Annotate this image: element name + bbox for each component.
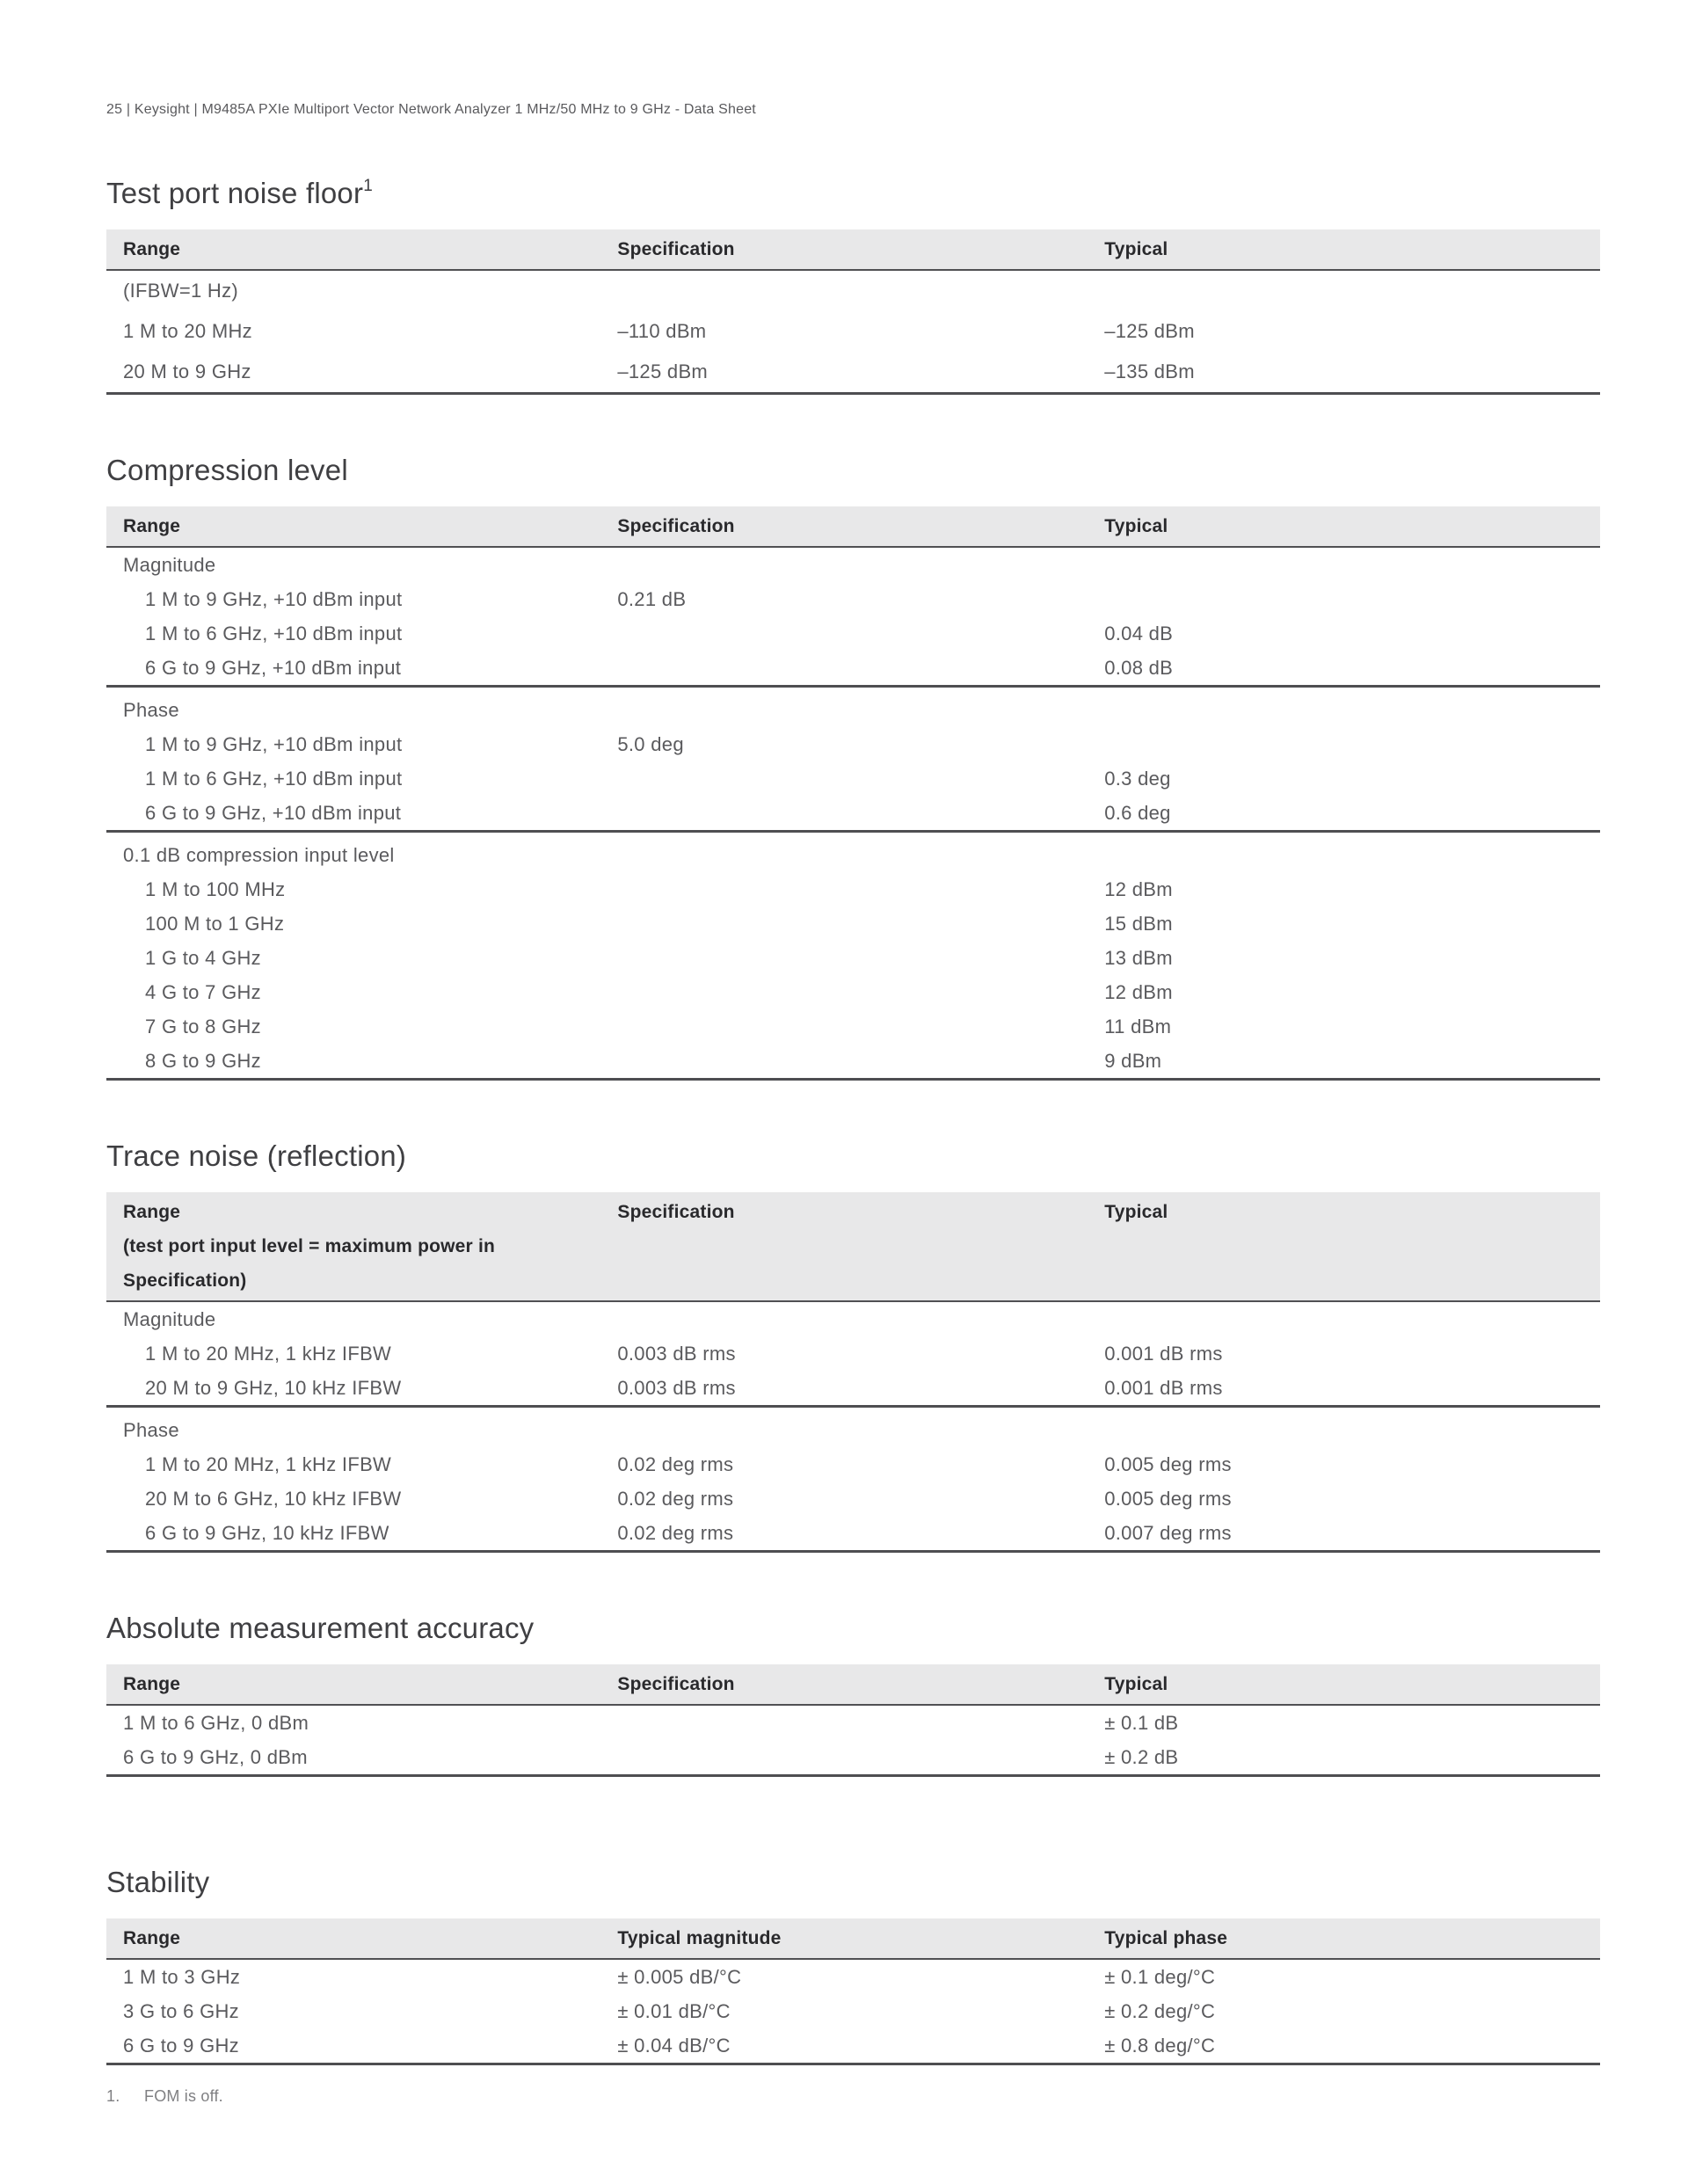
section-compression-level [106, 453, 1600, 1081]
cell-specification [600, 796, 1088, 830]
group-label-row [106, 693, 1600, 727]
group-label: 0.1 dB compression input level [123, 844, 395, 866]
cell-specification: –125 dBm [617, 360, 709, 382]
cell-typical: 0.04 dB [1104, 622, 1174, 644]
group-label: Phase [123, 699, 179, 721]
column-header-label: Specification [617, 1674, 735, 1694]
column-header [106, 506, 600, 546]
section-title [106, 1139, 1600, 1174]
column-header [106, 1192, 600, 1300]
table-row [106, 727, 1600, 761]
column-header-note: (test port input level = maximum power in Specification) [123, 1236, 496, 1291]
column-header [1088, 1192, 1600, 1300]
cell-specification [600, 1044, 1088, 1078]
cell-typical: 0.005 deg rms [1104, 1453, 1232, 1475]
group-label-row [106, 838, 1600, 872]
section-absolute-measurement-accuracy [106, 1611, 1600, 1777]
column-header-label: Typical phase [1104, 1928, 1228, 1948]
table-row [106, 582, 1600, 616]
table-group [106, 1706, 1600, 1774]
cell-specification: ± 0.005 dB/°C [617, 1966, 742, 1988]
table-row [106, 2028, 1600, 2063]
cell-specification [600, 761, 1088, 796]
cell-range: 100 M to 1 GHz [145, 913, 285, 935]
cell-range: 6 G to 9 GHz, +10 dBm input [145, 802, 402, 824]
section-title-text: Compression level [106, 454, 348, 486]
cell-typical: ± 0.2 dB [1104, 1746, 1179, 1768]
section-trace-noise-reflection [106, 1139, 1600, 1553]
section-title [106, 1611, 1600, 1646]
cell-specification: 0.21 dB [617, 588, 687, 610]
column-header [1088, 506, 1600, 546]
table-group [106, 1405, 1600, 1550]
cell-specification: –110 dBm [617, 320, 707, 342]
table-row [106, 1481, 1600, 1516]
cell-typical: 0.001 dB rms [1104, 1343, 1223, 1365]
table-group [106, 830, 1600, 1078]
column-header-label: Typical magnitude [617, 1928, 782, 1948]
column-header [600, 1664, 1088, 1704]
cell-specification [600, 906, 1088, 941]
column-header [600, 506, 1088, 546]
table-group [106, 548, 1600, 685]
table-row [106, 975, 1600, 1009]
table-row [106, 761, 1600, 796]
table-row [106, 1706, 1600, 1740]
cell-specification: 0.003 dB rms [617, 1343, 736, 1365]
table-row [106, 1009, 1600, 1044]
cell-range: 1 G to 4 GHz [145, 947, 261, 969]
group-label-row [106, 548, 1600, 582]
cell-typical: 0.005 deg rms [1104, 1488, 1232, 1510]
column-header-label: Specification [617, 1202, 735, 1222]
column-header [106, 1918, 600, 1958]
cell-specification [600, 271, 1088, 311]
column-header [600, 1918, 1088, 1958]
table-group [106, 1302, 1600, 1405]
table-group [106, 271, 1600, 392]
table-row [106, 796, 1600, 830]
table-row [106, 311, 1600, 352]
cell-typical: 0.001 dB rms [1104, 1377, 1223, 1399]
cell-specification [600, 1009, 1088, 1044]
cell-range: 6 G to 9 GHz, 10 kHz IFBW [145, 1522, 389, 1544]
spec-table-trace-noise-reflection [106, 1192, 1600, 1553]
table-header-row [106, 1192, 1600, 1302]
spec-table-test-port-noise-floor [106, 229, 1600, 395]
spec-table-stability [106, 1918, 1600, 2065]
cell-range: 20 M to 6 GHz, 10 kHz IFBW [145, 1488, 402, 1510]
cell-specification [600, 616, 1088, 651]
table-row [106, 941, 1600, 975]
spec-table-absolute-measurement-accuracy [106, 1664, 1600, 1777]
section-title-text: Absolute measurement accuracy [106, 1612, 535, 1644]
table-row [106, 906, 1600, 941]
column-header-label: Specification [617, 516, 735, 536]
cell-typical: 0.6 deg [1104, 802, 1171, 824]
cell-typical: 0.007 deg rms [1104, 1522, 1232, 1544]
cell-specification [600, 1740, 1088, 1774]
cell-typical: 9 dBm [1104, 1050, 1162, 1072]
column-header-label: Typical [1104, 1674, 1168, 1694]
cell-specification: ± 0.01 dB/°C [617, 2000, 731, 2022]
cell-typical: 12 dBm [1104, 981, 1173, 1003]
section-title-text: Stability [106, 1866, 210, 1898]
table-row [106, 1044, 1600, 1078]
table-row [106, 1371, 1600, 1405]
cell-typical: 0.08 dB [1104, 657, 1174, 679]
cell-typical: 0.3 deg [1104, 768, 1171, 790]
footnote-number: 1. [106, 2087, 120, 2105]
cell-range: 1 M to 20 MHz, 1 kHz IFBW [145, 1453, 392, 1475]
cell-range: 4 G to 7 GHz [145, 981, 261, 1003]
table-row [106, 1336, 1600, 1371]
group-label: Magnitude [123, 1308, 216, 1330]
table-header-row [106, 1664, 1600, 1706]
footnote-text: FOM is off. [144, 2087, 223, 2105]
column-header-label: Range [123, 1928, 181, 1948]
section-title [106, 171, 1600, 211]
column-header-label: Range [123, 239, 181, 259]
cell-specification [600, 872, 1088, 906]
column-header-label: Typical [1104, 1202, 1168, 1222]
cell-specification [600, 941, 1088, 975]
cell-typical: 15 dBm [1104, 913, 1173, 935]
footnote-marker: 1 [363, 177, 373, 195]
group-label: Magnitude [123, 554, 216, 576]
cell-typical: 13 dBm [1104, 947, 1173, 969]
cell-range: 1 M to 6 GHz, +10 dBm input [145, 622, 403, 644]
table-row [106, 352, 1600, 392]
table-header-row [106, 506, 1600, 548]
section-title [106, 453, 1600, 488]
column-header [106, 229, 600, 269]
cell-range: 1 M to 20 MHz, 1 kHz IFBW [145, 1343, 392, 1365]
table-row [106, 1740, 1600, 1774]
cell-range: 8 G to 9 GHz [145, 1050, 261, 1072]
section-stability [106, 1865, 1600, 2065]
cell-range: 1 M to 9 GHz, +10 dBm input [145, 588, 403, 610]
table-row [106, 651, 1600, 685]
cell-range: 1 M to 9 GHz, +10 dBm input [145, 733, 403, 755]
cell-range: 6 G to 9 GHz [123, 2035, 239, 2057]
column-header [106, 1664, 600, 1704]
table-header-row [106, 1918, 1600, 1960]
cell-range: 1 M to 3 GHz [123, 1966, 241, 1988]
cell-typical [1088, 727, 1600, 761]
cell-range: 1 M to 6 GHz, 0 dBm [123, 1712, 309, 1734]
cell-specification: 5.0 deg [617, 733, 684, 755]
cell-typical: –135 dBm [1104, 360, 1195, 382]
column-header-label: Range [123, 1674, 181, 1694]
footnote [106, 2085, 1600, 2108]
column-header [600, 1192, 1088, 1300]
table-row [106, 1447, 1600, 1481]
cell-typical: –125 dBm [1104, 320, 1195, 342]
cell-typical: 12 dBm [1104, 878, 1173, 900]
section-title [106, 1865, 1600, 1900]
cell-specification: ± 0.04 dB/°C [617, 2035, 731, 2057]
cell-specification: 0.02 deg rms [617, 1522, 734, 1544]
cell-range: 6 G to 9 GHz, 0 dBm [123, 1746, 308, 1768]
column-header [1088, 1664, 1600, 1704]
group-label-row [106, 1413, 1600, 1447]
cell-typical: ± 0.1 deg/°C [1104, 1966, 1216, 1988]
group-label: Phase [123, 1419, 179, 1441]
table-row [106, 271, 1600, 311]
cell-typical: ± 0.1 dB [1104, 1712, 1179, 1734]
column-header-label: Specification [617, 239, 735, 259]
cell-range: 6 G to 9 GHz, +10 dBm input [145, 657, 402, 679]
cell-range: 1 M to 100 MHz [145, 878, 286, 900]
cell-typical [1088, 582, 1600, 616]
cell-typical: ± 0.2 deg/°C [1104, 2000, 1216, 2022]
table-row [106, 616, 1600, 651]
table-row [106, 1516, 1600, 1550]
spec-table-compression-level [106, 506, 1600, 1081]
page-header-meta: 25 | Keysight | M9485A PXIe Multiport Vector Network Analyzer 1 MHz/50 MHz to 9 GHz - Data Sheet [106, 102, 756, 117]
cell-range: 3 G to 6 GHz [123, 2000, 239, 2022]
group-label-row [106, 1302, 1600, 1336]
table-row [106, 1960, 1600, 1994]
column-header [1088, 1918, 1600, 1958]
cell-specification: 0.003 dB rms [617, 1377, 736, 1399]
table-group [106, 1960, 1600, 2063]
column-header-label: Typical [1104, 516, 1168, 536]
cell-specification [600, 1706, 1088, 1740]
cell-specification [600, 975, 1088, 1009]
cell-range: (IFBW=1 Hz) [123, 280, 239, 302]
cell-specification: 0.02 deg rms [617, 1453, 734, 1475]
section-title-text: Trace noise (reflection) [106, 1139, 407, 1172]
cell-range: 1 M to 20 MHz [123, 320, 252, 342]
section-title-text: Test port noise floor [106, 177, 364, 209]
cell-specification: 0.02 deg rms [617, 1488, 734, 1510]
table-row [106, 872, 1600, 906]
table-header-row [106, 229, 1600, 271]
column-header-label: Typical [1104, 239, 1168, 259]
cell-specification [600, 651, 1088, 685]
section-test-port-noise-floor [106, 171, 1600, 395]
cell-range: 1 M to 6 GHz, +10 dBm input [145, 768, 403, 790]
cell-typical: 11 dBm [1104, 1016, 1172, 1037]
cell-typical [1088, 271, 1600, 311]
cell-range: 7 G to 8 GHz [145, 1016, 261, 1037]
cell-range: 20 M to 9 GHz [123, 360, 251, 382]
column-header [600, 229, 1088, 269]
table-group [106, 685, 1600, 830]
column-header-label: Range [123, 516, 181, 536]
column-header-label: Range [123, 1202, 181, 1222]
cell-typical: ± 0.8 deg/°C [1104, 2035, 1216, 2057]
cell-range: 20 M to 9 GHz, 10 kHz IFBW [145, 1377, 402, 1399]
column-header [1088, 229, 1600, 269]
table-row [106, 1994, 1600, 2028]
